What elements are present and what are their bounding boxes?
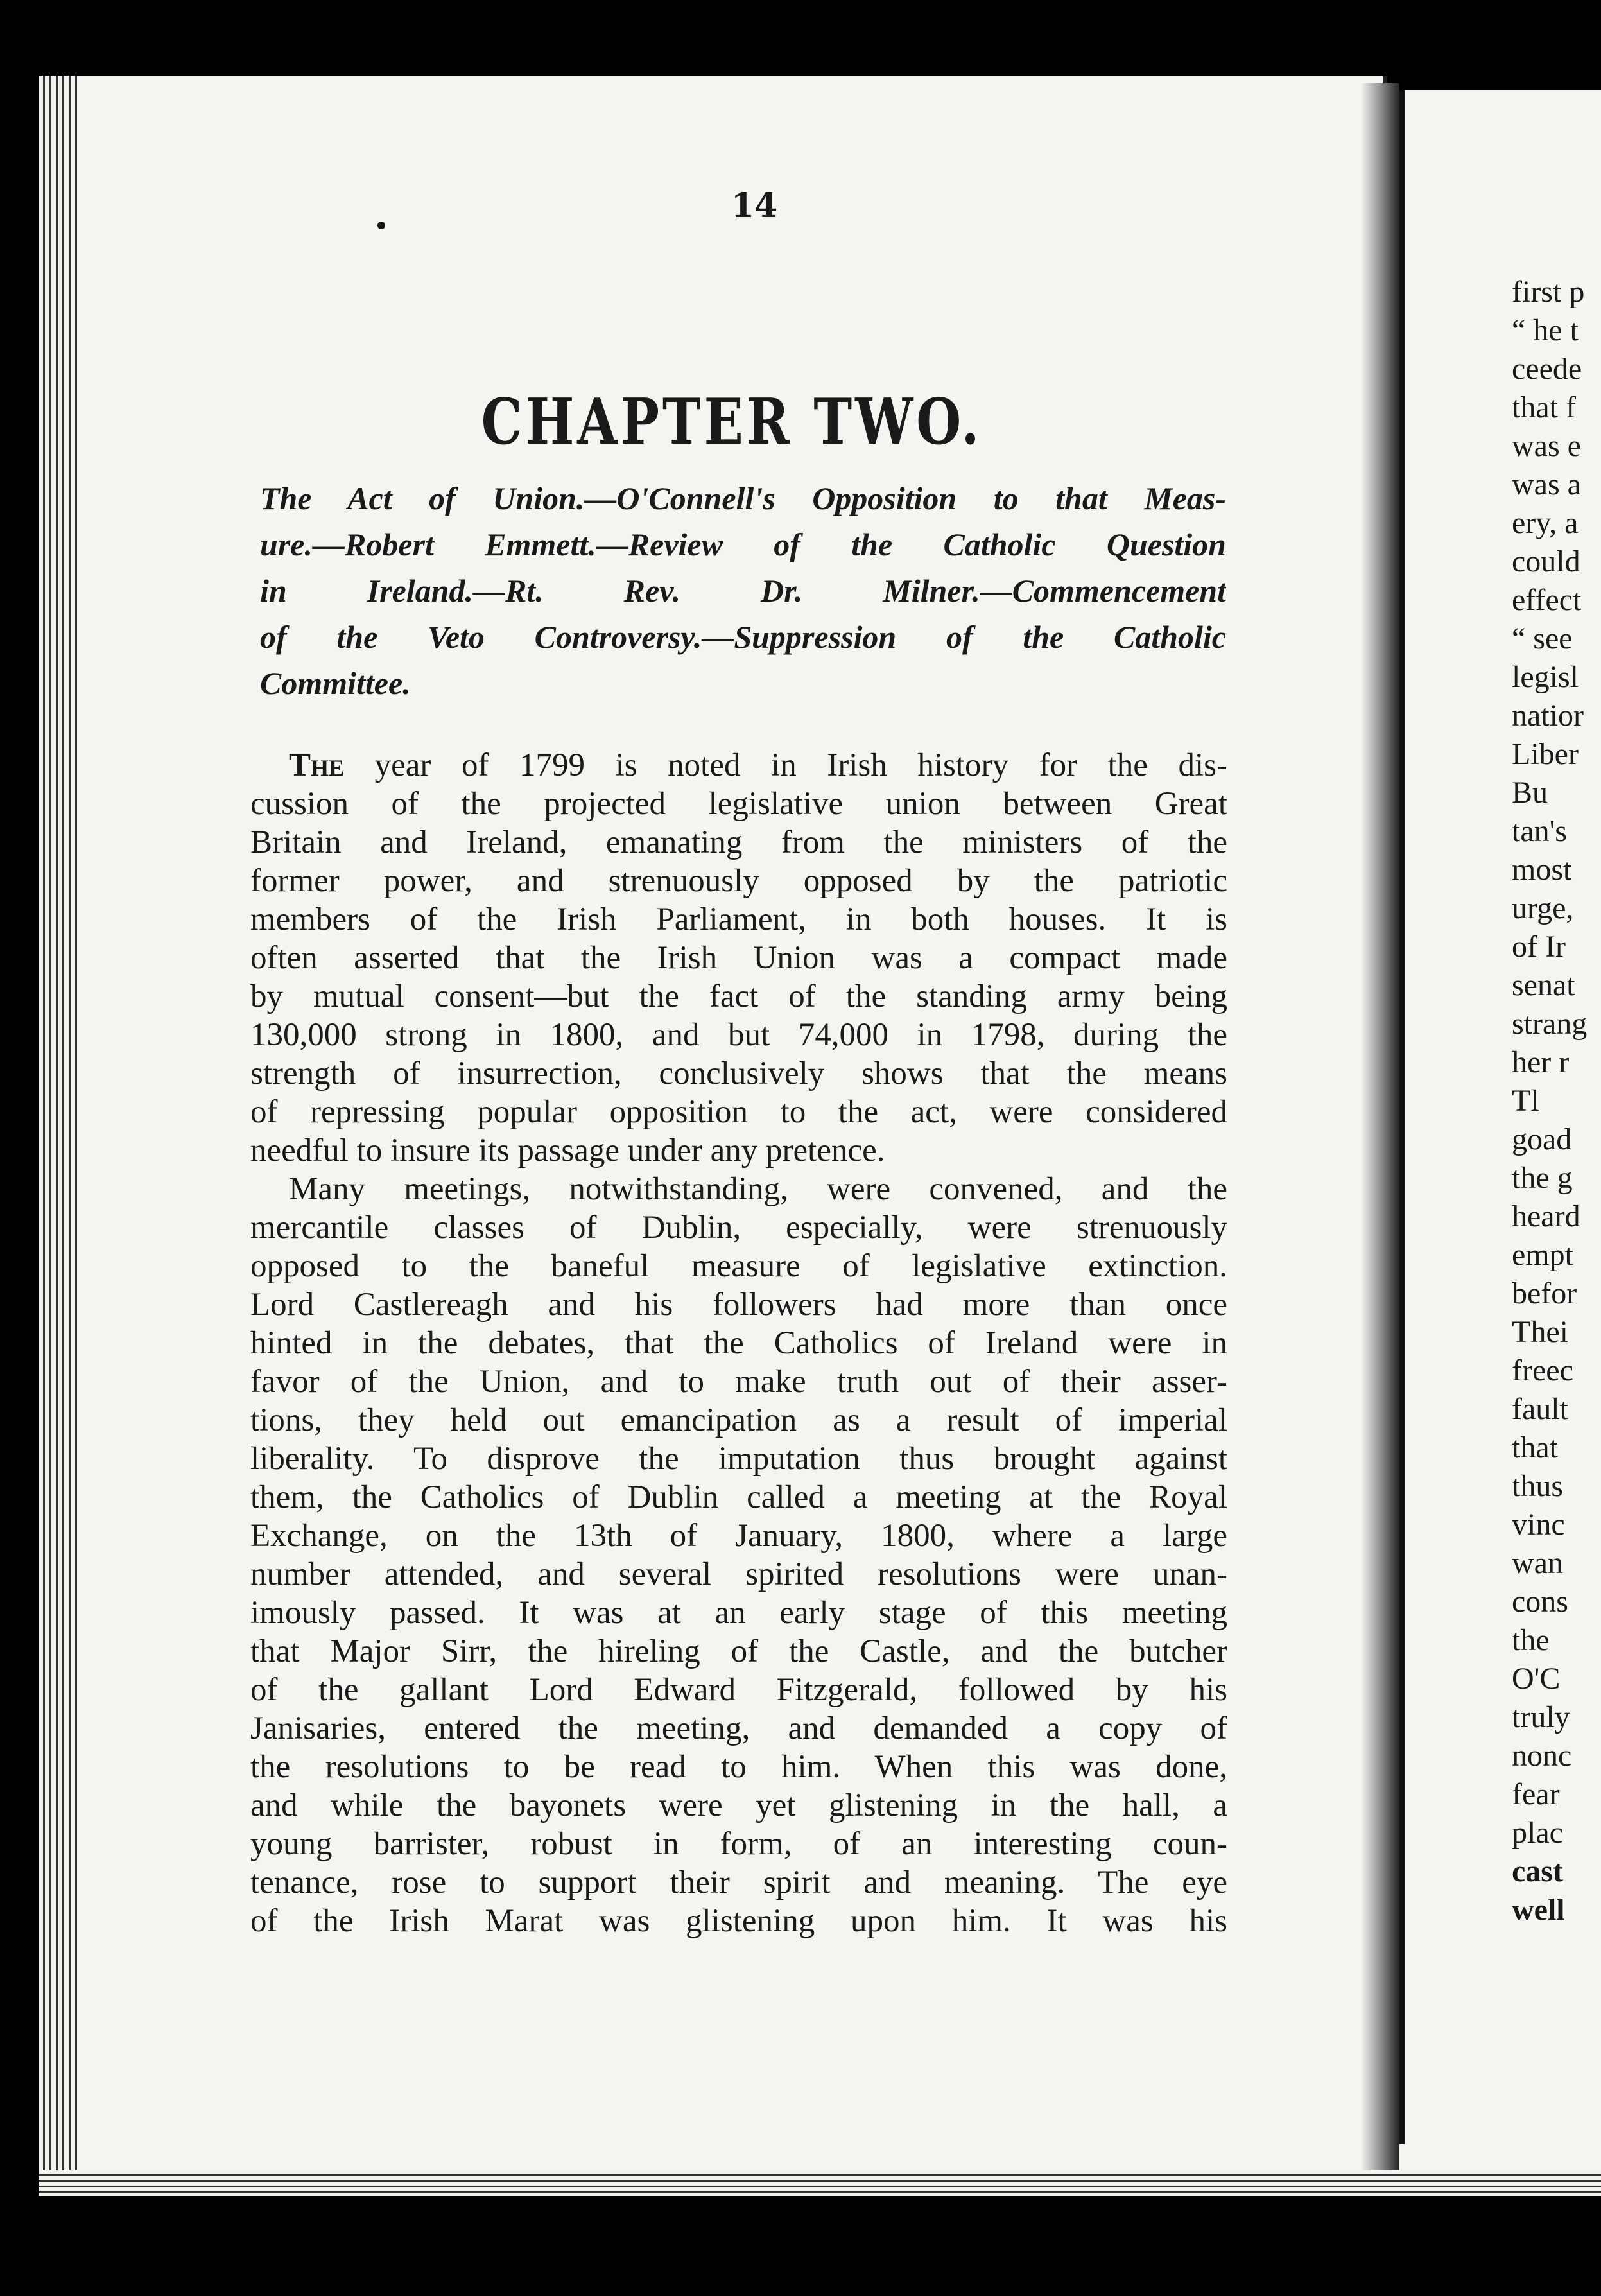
body-line: tions, they held out emancipation as a result of imperial: [250, 1402, 1227, 1438]
right-page-line: the g: [1512, 1161, 1573, 1195]
body-line: Britain and Ireland, emanating from the ministers of the: [250, 824, 1227, 860]
right-page-line: natior: [1512, 699, 1584, 733]
right-page-line: was e: [1512, 429, 1581, 463]
right-page-line: cast: [1512, 1854, 1563, 1888]
right-page-line: “ see: [1512, 622, 1573, 656]
summary-line: The Act of Union.—O'Connell's Opposition to that Meas-: [260, 480, 1226, 516]
right-page-line: nonc: [1512, 1739, 1572, 1773]
right-page-line: well: [1512, 1893, 1565, 1927]
body-line: needful to insure its passage under any pretence.: [250, 1133, 885, 1169]
body-line: opposed to the baneful measure of legislative extinction.: [250, 1248, 1227, 1284]
drop-word: The: [289, 747, 345, 783]
body-line: often asserted that the Irish Union was a compact made: [250, 940, 1227, 976]
summary-line: of the Veto Controversy.—Suppression of the Catholic: [260, 619, 1226, 655]
body-line: tenance, rose to support their spirit and meaning. The eye: [250, 1865, 1227, 1900]
right-page-line: ery, a: [1512, 506, 1579, 540]
right-page-line: thus: [1512, 1469, 1564, 1503]
right-page-line: freec: [1512, 1353, 1573, 1387]
body-line: mercantile classes of Dublin, especially, were strenuously: [250, 1210, 1227, 1246]
right-page-line: Thei: [1512, 1315, 1568, 1349]
body-line: strength of insurrection, conclusively shows that the means: [250, 1056, 1227, 1091]
right-page-line: that f: [1512, 390, 1576, 424]
right-page-line: of Ir: [1512, 930, 1566, 964]
right-page-line: was a: [1512, 467, 1581, 501]
summary-line: Committee.: [260, 665, 411, 701]
right-page-line: first p: [1512, 275, 1585, 309]
right-page-line: Tl: [1512, 1084, 1539, 1118]
body-line: cussion of the projected legislative union between Great: [250, 786, 1227, 822]
right-page-line: tan's: [1512, 814, 1567, 848]
body-line: favor of the Union, and to make truth out of their asser-: [250, 1364, 1227, 1400]
right-page-line: vinc: [1512, 1508, 1565, 1542]
body-line: Lord Castlereagh and his followers had more than once: [250, 1287, 1227, 1323]
right-page-line: her r: [1512, 1045, 1570, 1079]
body-line: Janisaries, entered the meeting, and demanded a copy of: [250, 1710, 1227, 1746]
body-line: Many meetings, notwithstanding, were convened, and the: [289, 1171, 1227, 1207]
body-line: by mutual consent—but the fact of the standing army being: [250, 978, 1227, 1014]
right-page-line: legisl: [1512, 660, 1579, 694]
right-page-line: fear: [1512, 1777, 1560, 1811]
body-line: of the Irish Marat was glistening upon him. It was his: [250, 1903, 1227, 1939]
body-line: of repressing popular opposition to the act, were considered: [250, 1094, 1227, 1130]
right-page-line: senat: [1512, 968, 1575, 1002]
chapter-summary: [260, 475, 1226, 706]
book-gutter: [1361, 83, 1399, 2170]
right-page-line: “ he t: [1512, 313, 1579, 347]
body-line: young barrister, robust in form, of an interesting coun-: [250, 1826, 1227, 1862]
body-line: imously passed. It was at an early stage of this meeting: [250, 1595, 1227, 1631]
body-line: hinted in the debates, that the Catholics of Ireland were in: [250, 1325, 1227, 1361]
chapter-title: CHAPTER TWO.: [481, 385, 983, 459]
body-line-first: [250, 746, 1227, 785]
body-line-first-rest: year of 1799 is noted in Irish history for the dis-: [374, 747, 1227, 783]
body-line: 130,000 strong in 1800, and but 74,000 in 1798, during the: [250, 1017, 1227, 1053]
body-line: that Major Sirr, the hireling of the Castle, and the butcher: [250, 1633, 1227, 1669]
right-page-line: wan: [1512, 1546, 1563, 1580]
body-line: liberality. To disprove the imputation thus brought against: [250, 1441, 1227, 1477]
right-page-line: cons: [1512, 1585, 1568, 1619]
right-page-line: urge,: [1512, 891, 1574, 925]
right-page-line: fault: [1512, 1392, 1568, 1426]
summary-line: ure.—Robert Emmett.—Review of the Catholic Question: [260, 526, 1226, 562]
right-page-line: strang: [1512, 1007, 1588, 1041]
right-page-line: could: [1512, 544, 1580, 578]
body-text: [250, 746, 1227, 1940]
right-page-line: O'C: [1512, 1662, 1561, 1696]
body-line: Exchange, on the 13th of January, 1800, where a large: [250, 1518, 1227, 1554]
body-line: the resolutions to be read to him. When this was done,: [250, 1749, 1227, 1785]
right-page-line: the: [1512, 1623, 1550, 1657]
right-page-line: plac: [1512, 1816, 1563, 1850]
right-page-edge: [1399, 90, 1405, 2144]
right-page-line: effect: [1512, 583, 1582, 617]
right-page-line: truly: [1512, 1700, 1570, 1734]
right-page-line: Liber: [1512, 737, 1579, 771]
body-line: them, the Catholics of Dublin called a meeting at the Royal: [250, 1479, 1227, 1515]
right-page-line: empt: [1512, 1238, 1573, 1272]
right-page-line: befor: [1512, 1276, 1577, 1310]
body-line: members of the Irish Parliament, in both houses. It is: [250, 901, 1227, 937]
right-page-text: [1512, 273, 1601, 1929]
body-line: number attended, and several spirited resolutions were unan-: [250, 1556, 1227, 1592]
right-page-line: heard: [1512, 1199, 1580, 1233]
body-line: and while the bayonets were yet glistening in the hall, a: [250, 1787, 1227, 1823]
print-mark: [377, 222, 385, 229]
right-page-line: most: [1512, 853, 1572, 887]
page-number: 14: [731, 186, 778, 225]
summary-line: in Ireland.—Rt. Rev. Dr. Milner.—Commencement: [260, 573, 1226, 609]
bottom-page-edge: [39, 2170, 1601, 2196]
body-line: of the gallant Lord Edward Fitzgerald, followed by his: [250, 1672, 1227, 1708]
right-page-line: goad: [1512, 1122, 1572, 1156]
right-page-line: that: [1512, 1431, 1558, 1465]
body-line: former power, and strenuously opposed by the patriotic: [250, 863, 1227, 899]
right-page-line: ceede: [1512, 352, 1582, 386]
right-page-line: Bu: [1512, 776, 1548, 810]
